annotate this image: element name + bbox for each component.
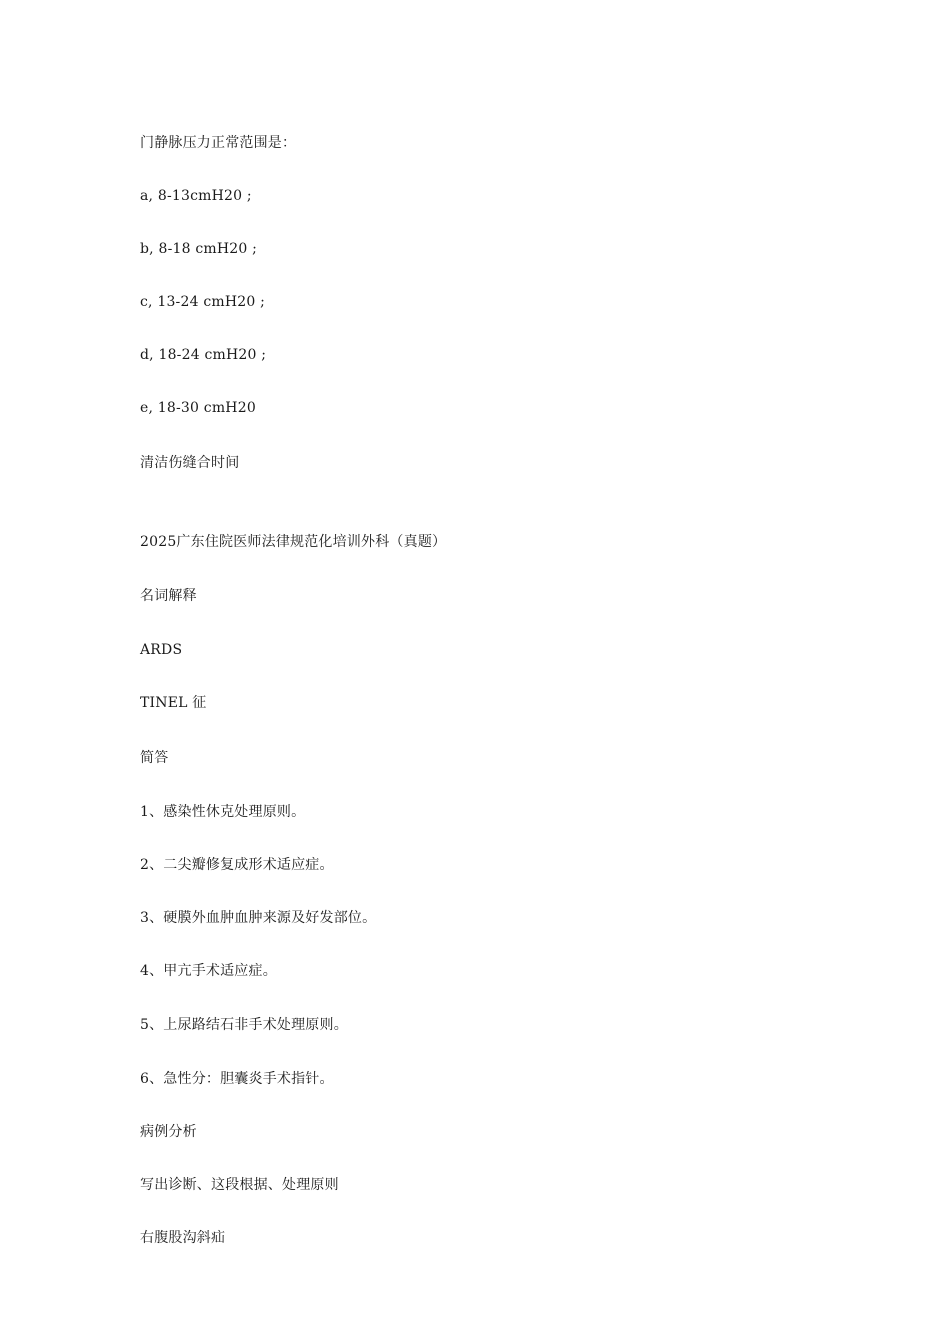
option-a: a, 8-13cmH20 ; bbox=[140, 188, 252, 204]
short-answer-item: 4、甲亢手术适应症。 bbox=[140, 963, 277, 979]
short-answer-item: 3、硬膜外血肿血肿来源及好发部位。 bbox=[140, 910, 377, 926]
case-instruction: 写出诊断、这段根据、处理原则 bbox=[140, 1177, 339, 1193]
section-heading-case-analysis: 病例分析 bbox=[140, 1124, 197, 1140]
term-item: ARDS bbox=[140, 642, 183, 658]
option-e: e, 18-30 cmH20 bbox=[140, 400, 256, 416]
short-answer-item: 2、二尖瓣修复成形术适应症。 bbox=[140, 857, 334, 873]
section-heading-terms: 名词解释 bbox=[140, 588, 197, 604]
question-text: 清洁伤缝合时间 bbox=[140, 455, 240, 471]
question-stem: 门静脉压力正常范围是： bbox=[140, 135, 297, 151]
short-answer-item: 6、急性分：胆囊炎手术指针。 bbox=[140, 1071, 334, 1087]
short-answer-item: 5、上尿路结石非手术处理原则。 bbox=[140, 1017, 348, 1033]
short-answer-item: 1、感染性休克处理原则。 bbox=[140, 804, 306, 820]
option-c: c, 13-24 cmH20 ; bbox=[140, 294, 266, 310]
case-item: 右腹股沟斜疝 bbox=[140, 1230, 226, 1246]
option-b: b, 8-18 cmH20 ; bbox=[140, 241, 258, 257]
section-heading-short-answer: 简答 bbox=[140, 750, 169, 766]
document-title: 2025广东住院医师法律规范化培训外科（真题） bbox=[140, 534, 447, 550]
option-d: d, 18-24 cmH20 ; bbox=[140, 347, 267, 363]
term-item: TINEL 征 bbox=[140, 695, 207, 711]
